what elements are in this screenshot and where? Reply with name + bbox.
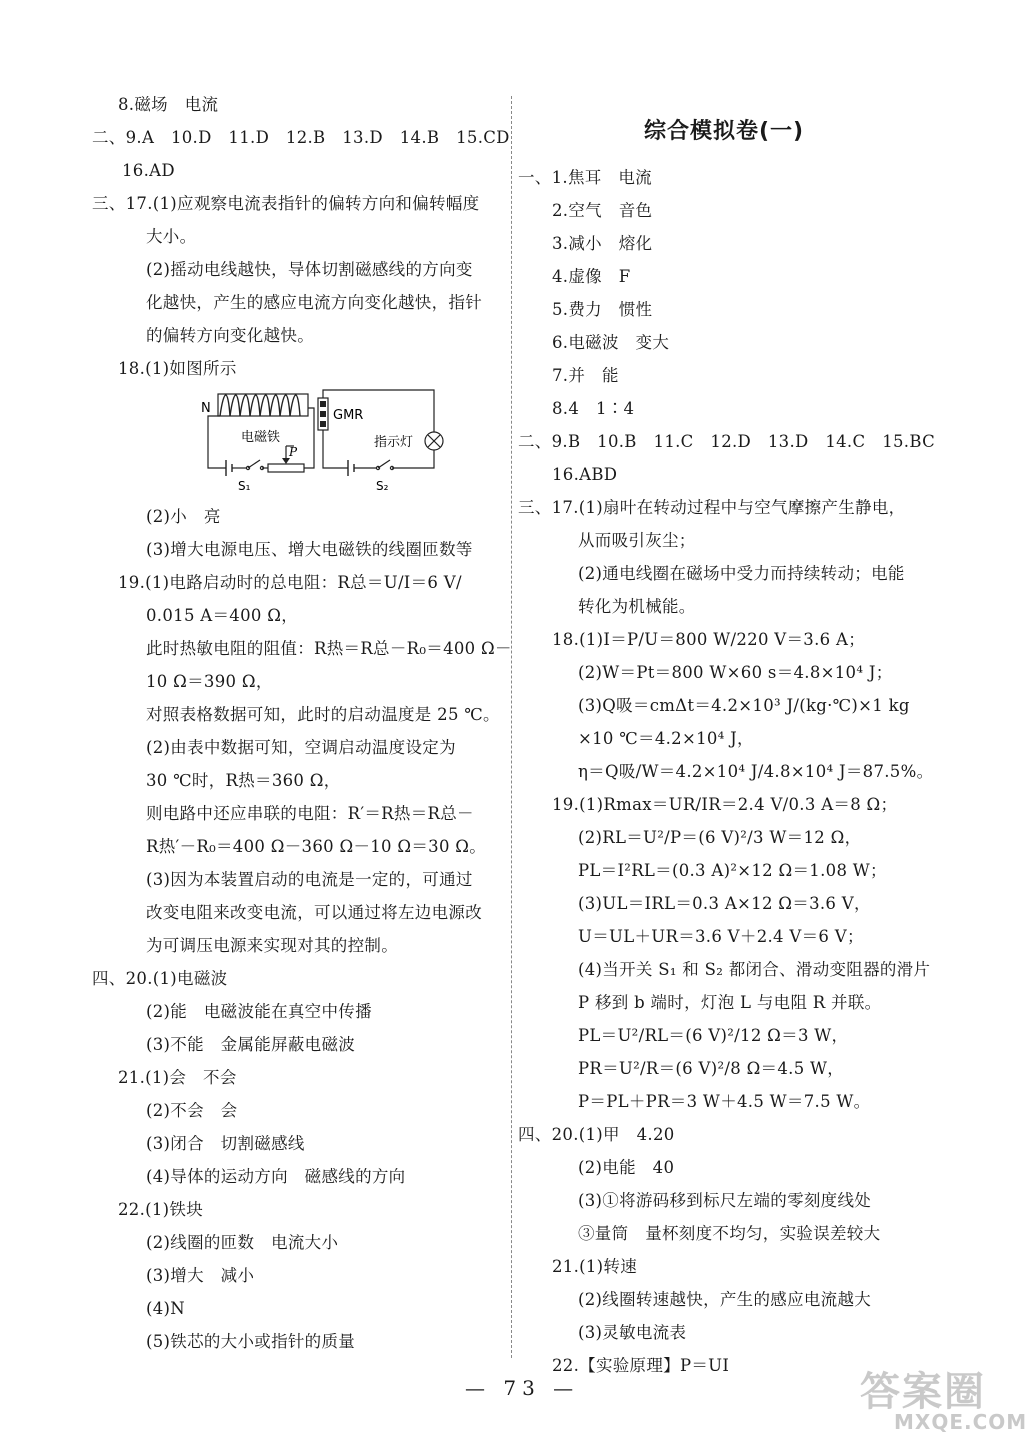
answer-line: 则电路中还应串联的电阻：R′＝R热＝R总－: [146, 804, 474, 823]
answer-line: 19.(1)Rmax＝UR/IR＝2.4 V/0.3 A＝8 Ω；: [552, 795, 898, 814]
switch-s2-icon: [376, 460, 393, 470]
answer-line: 0.015 A＝400 Ω，: [146, 606, 299, 625]
answer-line: η＝Q吸/W＝4.2×10⁴ J/4.8×10⁴ J＝87.5%。: [578, 762, 934, 781]
answer-line: PL＝U²/RL＝(6 V)²/12 Ω＝3 W，: [578, 1026, 849, 1045]
answer-line: 18.(1)如图所示: [118, 359, 237, 378]
answer-line: 为可调压电源来实现对其的控制。: [146, 936, 398, 955]
circuit-figure: [196, 386, 446, 496]
answer-line: P＝PL＋PR＝3 W＋4.5 W＝7.5 W。: [578, 1092, 871, 1111]
answer-line: 三、17.(1)应观察电流表指针的偏转方向和偏转幅度: [92, 194, 480, 213]
answer-line: (2)能 电磁波能在真空中传播: [146, 1002, 372, 1021]
answer-line: 一、1.焦耳 电流: [518, 168, 652, 187]
page-number: — 73 —: [465, 1376, 580, 1400]
coil-icon: [220, 395, 300, 416]
answer-line: 转化为机械能。: [578, 597, 696, 616]
answer-line: 18.(1)I＝P/U＝800 W/220 V＝3.6 A；: [552, 630, 866, 649]
answer-line: P 移到 b 端时，灯泡 L 与电阻 R 并联。: [578, 993, 882, 1012]
answer-line: 16.AD: [122, 161, 175, 180]
answer-line: 三、17.(1)扇叶在转动过程中与空气摩擦产生静电，: [518, 498, 906, 517]
label-electromagnet: 电磁铁: [241, 430, 281, 445]
answer-line: (3)①将游码移到标尺左端的零刻度线处: [578, 1191, 872, 1210]
answer-line: (2)线圈的匝数 电流大小: [146, 1233, 339, 1252]
answer-line: (3)Q吸＝cmΔt＝4.2×10³ J/(kg·℃)×1 kg: [578, 696, 910, 715]
answer-line: 四、20.(1)甲 4.20: [518, 1125, 675, 1144]
answer-line: 10 Ω＝390 Ω，: [146, 672, 273, 691]
answer-line: PR＝U²/R＝(6 V)²/8 Ω＝4.5 W，: [578, 1059, 845, 1078]
answer-line: (4)导体的运动方向 磁感线的方向: [146, 1167, 406, 1186]
answer-line: (4)N: [146, 1299, 186, 1318]
answer-line: (3)增大电源电压、增大电磁铁的线圈匝数等: [146, 540, 473, 559]
answer-line: 对照表格数据可知，此时的启动温度是 25 ℃。: [146, 705, 500, 724]
answer-line: 四、20.(1)电磁波: [92, 969, 228, 988]
answer-line: 从而吸引灰尘；: [578, 531, 696, 550]
answer-line: (2)小 亮: [146, 507, 221, 526]
answer-line: 二、9.B 10.B 11.C 12.D 13.D 14.C 15.BC: [518, 432, 935, 451]
answer-line: 21.(1)转速: [552, 1257, 638, 1276]
column-divider: [511, 96, 512, 1358]
lamp-icon: [425, 432, 443, 450]
switch-s1-icon: [246, 460, 263, 470]
answer-line: (2)摇动电线越快，导体切割磁感线的方向变: [146, 260, 473, 279]
label-lamp: 指示灯: [374, 435, 414, 450]
answer-line: (3)UL＝IRL＝0.3 A×12 Ω＝3.6 V，: [578, 894, 871, 913]
answer-line: (4)当开关 S₁ 和 S₂ 都闭合、滑动变阻器的滑片: [578, 960, 931, 979]
answer-line: 8.磁场 电流: [118, 95, 219, 114]
answer-line: 19.(1)电路启动时的总电阻：R总＝U/I＝6 V/: [118, 573, 462, 592]
answer-line: 22.【实验原理】P＝UI: [552, 1356, 730, 1375]
answer-line: (2)通电线圈在磁场中受力而持续转动；电能: [578, 564, 905, 583]
answer-line: (2)RL＝U²/P＝(6 V)²/3 W＝12 Ω，: [578, 828, 862, 847]
answer-line: (3)灵敏电流表: [578, 1323, 687, 1342]
answer-line: 6.电磁波 变大: [552, 333, 670, 352]
answer-line: ×10 ℃＝4.2×10⁴ J，: [578, 729, 754, 748]
answer-line: (5)铁芯的大小或指针的质量: [146, 1332, 356, 1351]
answer-line: 2.空气 音色: [552, 201, 653, 220]
answer-line: 化越快，产生的感应电流方向变化越快，指针: [146, 293, 482, 312]
watermark: [860, 1360, 1027, 1434]
answer-line: 30 ℃时，R热＝360 Ω，: [146, 771, 341, 790]
answer-line: (2)W＝Pt＝800 W×60 s＝4.8×10⁴ J；: [578, 663, 893, 682]
answer-line: R热′－R₀＝400 Ω－360 Ω－10 Ω＝30 Ω。: [146, 837, 487, 856]
answer-line: 改变电阻来改变电流，可以通过将左边电源改: [146, 903, 482, 922]
answer-line: (3)因为本装置启动的电流是一定的，可通过: [146, 870, 473, 889]
answer-line: (3)不能 金属能屏蔽电磁波: [146, 1035, 356, 1054]
label-gmr: GMR: [333, 408, 364, 423]
answer-line: 8.4 1∶4: [552, 399, 635, 418]
answer-line: 22.(1)铁块: [118, 1200, 204, 1219]
answer-line: 5.费力 惯性: [552, 300, 653, 319]
answer-line: (3)闭合 切割磁感线: [146, 1134, 305, 1153]
answer-line: (2)电能 40: [578, 1158, 675, 1177]
answer-line: 7.并 能: [552, 366, 619, 385]
label-N: N: [201, 401, 211, 416]
answer-line: 3.减小 熔化: [552, 234, 653, 253]
answer-line: 4.虚像 F: [552, 267, 631, 286]
section-title: 综合模拟卷(一): [644, 119, 805, 144]
answer-line: (2)线圈转速越快，产生的感应电流越大: [578, 1290, 872, 1309]
answer-line: (3)增大 减小: [146, 1266, 255, 1285]
answer-line: 21.(1)会 不会: [118, 1068, 237, 1087]
label-s2: S₂: [376, 479, 389, 493]
battery-icon: [226, 460, 232, 476]
rheostat-icon: [268, 464, 304, 472]
answer-line: (2)不会 会: [146, 1101, 238, 1120]
answer-line: U＝UL＋UR＝3.6 V＋2.4 V＝6 V；: [578, 927, 864, 946]
watermark-url: MXQE.COM: [894, 1410, 1027, 1434]
answer-line: PL＝I²RL＝(0.3 A)²×12 Ω＝1.08 W；: [578, 861, 887, 880]
label-p: P: [289, 445, 298, 459]
answer-line: 大小。: [146, 227, 197, 246]
answer-line: 此时热敏电阻的阻值：R热＝R总－R₀＝400 Ω－: [146, 639, 512, 658]
answer-line: (2)由表中数据可知，空调启动温度设定为: [146, 738, 456, 757]
answer-line: 16.ABD: [552, 465, 618, 484]
answer-line: 的偏转方向变化越快。: [146, 326, 314, 345]
label-s1: S₁: [238, 479, 251, 493]
answer-line: ③量筒 量杯刻度不均匀，实验误差较大: [578, 1224, 881, 1243]
battery-2-icon: [348, 460, 354, 476]
answer-line: 二、9.A 10.D 11.D 12.B 13.D 14.B 15.CD: [92, 128, 510, 147]
watermark-logo: 答案圈: [860, 1369, 986, 1415]
